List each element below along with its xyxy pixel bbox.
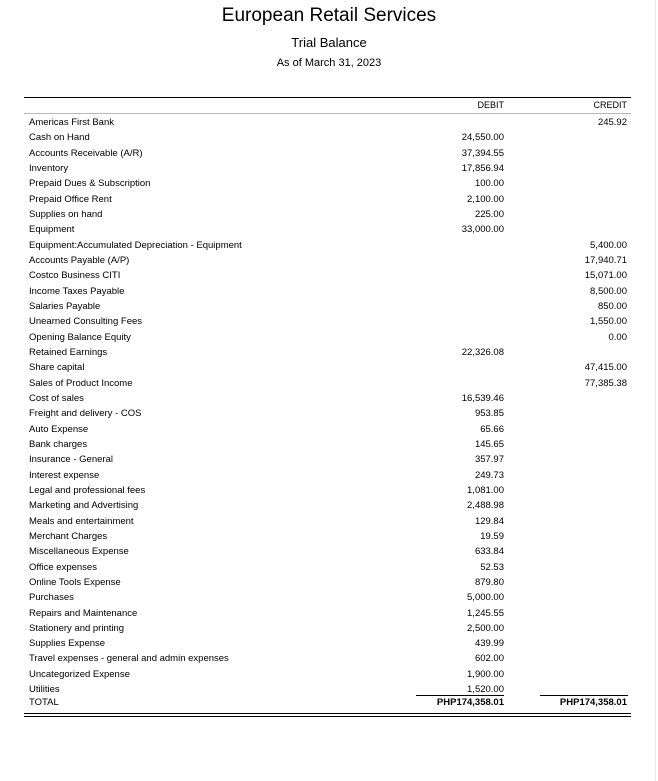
account-name: Retained Earnings — [29, 346, 108, 358]
debit-amount: 633.84 — [474, 546, 504, 558]
account-name: Uncategorized Expense — [29, 668, 130, 680]
debit-amount: 65.66 — [480, 423, 504, 435]
credit-amount: 77,385.38 — [584, 377, 627, 389]
table-row — [0, 222, 658, 237]
table-row — [0, 314, 658, 329]
account-name: Accounts Payable (A/P) — [29, 254, 130, 266]
table-row — [0, 345, 658, 360]
credit-amount: 1,550.00 — [590, 316, 627, 328]
credit-amount: 5,400.00 — [590, 239, 627, 251]
debit-amount: 37,394.55 — [461, 147, 504, 159]
table-row — [0, 575, 658, 590]
credit-amount: 15,071.00 — [584, 270, 627, 282]
header-bottom-rule — [24, 113, 631, 114]
account-name: Marketing and Advertising — [29, 500, 139, 512]
account-name: Americas First Bank — [29, 117, 114, 128]
account-name: Supplies on hand — [29, 208, 103, 220]
table-row — [0, 590, 658, 605]
table-row — [0, 330, 658, 345]
account-name: Costco Business CITI — [29, 270, 121, 282]
account-name: Office expenses — [29, 561, 97, 573]
debit-amount: 100.00 — [474, 178, 504, 190]
debit-amount: 879.80 — [474, 576, 504, 588]
table-row — [0, 161, 658, 176]
table-row — [0, 529, 658, 544]
table-row — [0, 253, 658, 268]
debit-amount: 2,488.98 — [467, 500, 504, 512]
debit-amount: 17,856.94 — [461, 162, 504, 174]
account-name: Legal and professional fees — [29, 484, 146, 496]
credit-amount: 0.00 — [608, 331, 627, 343]
credit-amount: 850.00 — [597, 300, 627, 312]
account-name: Cash on Hand — [29, 132, 90, 144]
total-label: TOTAL — [29, 697, 59, 708]
account-name: Online Tools Expense — [29, 576, 121, 588]
debit-amount: 22,326.08 — [461, 346, 504, 358]
debit-amount: 249.73 — [474, 469, 504, 481]
debit-amount: 2,100.00 — [467, 193, 504, 205]
account-name: Supplies Expense — [29, 638, 106, 650]
debit-amount: 52.53 — [480, 561, 504, 573]
table-row — [0, 437, 658, 452]
total-row — [0, 695, 658, 710]
report-title: Trial Balance — [291, 35, 367, 50]
table-row — [0, 498, 658, 513]
report-date: As of March 31, 2023 — [276, 57, 382, 69]
account-name: Interest expense — [29, 469, 100, 481]
debit-column-header: DEBIT — [477, 100, 504, 110]
account-name: Meals and entertainment — [29, 515, 134, 527]
account-name: Inventory — [29, 162, 69, 174]
total-credit: PHP174,358.01 — [559, 697, 627, 708]
table-row — [0, 452, 658, 467]
debit-amount: 24,550.00 — [461, 132, 504, 144]
account-name: Utilities — [29, 684, 60, 696]
account-name: Travel expenses - general and admin expenses — [29, 653, 229, 665]
debit-amount: 1,081.00 — [467, 484, 504, 496]
trial-balance-rows — [0, 115, 658, 697]
account-name: Stationery and printing — [29, 622, 125, 634]
header-top-rule — [24, 97, 631, 98]
account-name: Sales of Product Income — [29, 377, 133, 389]
debit-amount: 2,500.00 — [467, 622, 504, 634]
table-row — [0, 483, 658, 498]
credit-amount: 17,940.71 — [584, 254, 627, 266]
table-row — [0, 268, 658, 283]
double-underline-top — [24, 713, 631, 714]
debit-amount: 1,900.00 — [467, 668, 504, 680]
debit-amount: 602.00 — [474, 653, 504, 665]
table-row — [0, 176, 658, 191]
account-name: Insurance - General — [29, 454, 113, 466]
debit-amount: 129.84 — [474, 515, 504, 527]
account-name: Equipment — [29, 224, 75, 236]
account-name: Income Taxes Payable — [29, 285, 125, 297]
account-name: Equipment:Accumulated Depreciation - Equipment — [29, 239, 242, 251]
account-name: Cost of sales — [29, 392, 84, 404]
table-row — [0, 130, 658, 145]
double-underline-bottom — [24, 716, 631, 717]
debit-amount: 16,539.46 — [461, 392, 504, 404]
account-name: Auto Expense — [29, 423, 89, 435]
table-row — [0, 621, 658, 636]
table-row — [0, 544, 658, 559]
debit-amount: 19.59 — [480, 530, 504, 542]
debit-amount: 145.65 — [474, 438, 504, 450]
account-name: Repairs and Maintenance — [29, 607, 138, 619]
debit-amount: 953.85 — [474, 408, 504, 420]
table-row — [0, 299, 658, 314]
table-row — [0, 468, 658, 483]
account-name: Unearned Consulting Fees — [29, 316, 143, 328]
table-row — [0, 192, 658, 207]
company-name: European Retail Services — [221, 5, 437, 26]
debit-amount: 33,000.00 — [461, 224, 504, 236]
debit-amount: 1,520.00 — [467, 684, 504, 696]
table-row — [0, 207, 658, 222]
table-row — [0, 406, 658, 421]
account-name: Accounts Receivable (A/R) — [29, 147, 143, 159]
credit-amount: 245.92 — [597, 117, 627, 128]
account-name: Prepaid Office Rent — [29, 193, 112, 205]
account-name: Purchases — [29, 592, 74, 604]
account-name: Opening Balance Equity — [29, 331, 131, 343]
account-name: Bank charges — [29, 438, 88, 450]
table-row — [0, 284, 658, 299]
credit-amount: 8,500.00 — [590, 285, 627, 297]
table-row — [0, 667, 658, 682]
table-row — [0, 422, 658, 437]
table-row — [0, 238, 658, 253]
account-name: Prepaid Dues & Subscription — [29, 178, 151, 190]
account-name: Share capital — [29, 362, 85, 374]
credit-amount: 47,415.00 — [584, 362, 627, 374]
table-row — [0, 636, 658, 651]
table-row — [0, 376, 658, 391]
account-name: Freight and delivery - COS — [29, 408, 142, 420]
debit-amount: 357.97 — [474, 454, 504, 466]
table-row — [0, 391, 658, 406]
table-row — [0, 514, 658, 529]
debit-amount: 5,000.00 — [467, 592, 504, 604]
debit-amount: 225.00 — [474, 208, 504, 220]
debit-amount: 439.99 — [474, 638, 504, 650]
credit-column-header: CREDIT — [593, 100, 627, 110]
table-row — [0, 146, 658, 161]
table-row — [0, 606, 658, 621]
debit-amount: 1,245.55 — [467, 607, 504, 619]
table-row — [0, 651, 658, 666]
total-debit: PHP174,358.01 — [436, 697, 504, 708]
table-row — [0, 115, 658, 130]
account-name: Salaries Payable — [29, 300, 101, 312]
table-row — [0, 360, 658, 375]
account-name: Merchant Charges — [29, 530, 108, 542]
table-row — [0, 560, 658, 575]
account-name: Miscellaneous Expense — [29, 546, 129, 558]
